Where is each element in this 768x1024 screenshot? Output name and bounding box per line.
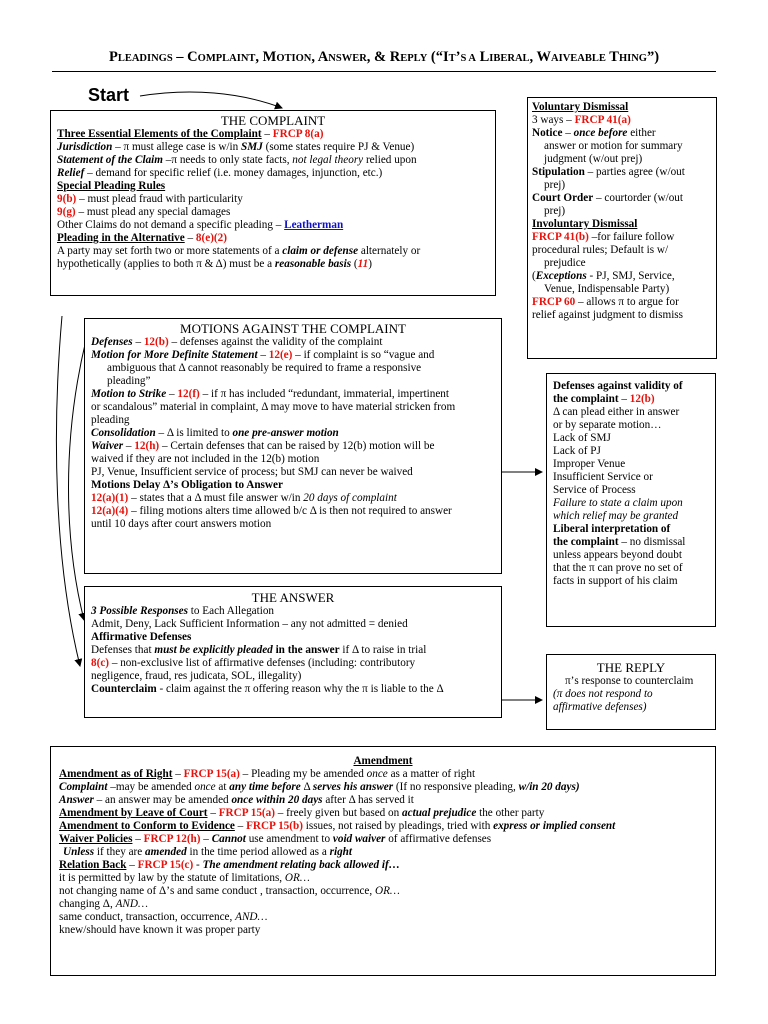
defenses-line: unless appears beyond doubt	[553, 549, 682, 561]
motions-line: waived if they are not included in the 12(b) motion	[91, 453, 320, 465]
answer-line: Counterclaim - claim against the π offering reason why the π is liable to the Δ	[91, 683, 444, 695]
defenses-line: that the π can prove no set of	[553, 562, 683, 574]
defenses-line: Lack of SMJ	[553, 432, 611, 444]
complaint-line: A party may set forth two or more statements of a claim or defense alternately or	[57, 245, 421, 257]
answer-line: Defenses that must be explicitly pleaded in the answer if Δ to raise in trial	[91, 644, 427, 656]
defenses-line: the complaint – 12(b)	[553, 393, 655, 405]
defenses-line: Δ can plead either in answer	[553, 406, 680, 418]
dismissal-line: FRCP 60 – allows π to argue for	[532, 296, 679, 308]
dismissal-line: prej)	[544, 179, 566, 191]
answer-line: Admit, Deny, Lack Sufficient Information – any not admitted = denied	[91, 618, 408, 630]
defenses-line: Lack of PJ	[553, 445, 601, 457]
defenses-box	[546, 373, 716, 627]
dismissal-line: procedural rules; Default is w/	[532, 244, 669, 256]
defenses-line: which relief may be granted	[553, 510, 679, 522]
motions-line: Motion to Strike – 12(f) – if π has included “redundant, immaterial, impertinent	[91, 388, 450, 400]
complaint-line: Relief – demand for specific relief (i.e. money damages, injunction, etc.)	[57, 167, 383, 179]
motions-line: Motion for More Definite Statement – 12(e) – if complaint is so “vague and	[91, 349, 435, 361]
motions-box	[84, 318, 502, 574]
start-label: Start	[88, 85, 130, 105]
complaint-line: Other Claims do not demand a specific pleading – Leatherman	[57, 219, 344, 231]
complaint-line: 9(g) – must plead any special damages	[57, 206, 231, 218]
amendment-line: Unless if they are amended in the time period allowed as a right	[63, 846, 352, 858]
complaint-line: 9(b) – must plead fraud with particularity	[57, 193, 243, 205]
amendment-box	[50, 746, 716, 976]
complaint-box	[50, 110, 496, 296]
complaint-line: hypothetically (applies to both π & Δ) must be a reasonable basis (11)	[57, 258, 372, 270]
leatherman-link[interactable]: Leatherman	[284, 219, 344, 231]
dismissal-line: judgment (w/out prej)	[544, 153, 643, 165]
amendment-heading: Amendment	[353, 755, 413, 767]
reply-line: π’s response to counterclaim	[565, 675, 694, 687]
dismissal-line: prejudice	[544, 257, 586, 269]
dismissal-line: relief against judgment to dismiss	[532, 309, 684, 321]
dismissal-line: Venue, Indispensable Party)	[544, 283, 670, 295]
amendment-line: Amendment by Leave of Court – FRCP 15(a) – freely given but based on actual prejudice the other party	[59, 807, 545, 819]
defenses-line: the complaint – no dismissal	[553, 536, 686, 548]
defenses-line: Insufficient Service or	[553, 471, 653, 483]
dismissal-line: Court Order – courtorder (w/out	[532, 192, 684, 204]
complaint-line: Jurisdiction – π must allege case is w/in SMJ (some states require PJ & Venue)	[57, 141, 415, 153]
motions-line: until 10 days after court answers motion	[91, 518, 272, 530]
amendment-line: Relation Back – FRCP 15(c) - The amendment relating back allowed if…	[59, 859, 400, 871]
answer-line: negligence, fraud, res judicata, SOL, illegality)	[91, 670, 302, 682]
defenses-line: Defenses against validity of	[553, 380, 683, 392]
motions-heading: MOTIONS AGAINST THE COMPLAINT	[180, 321, 406, 336]
complaint-line: Statement of the Claim –π needs to only state facts, not legal theory relied upon	[57, 154, 417, 166]
motions-line: pleading”	[107, 375, 151, 387]
start-arrow	[140, 92, 282, 108]
amendment-line: same conduct, transaction, occurrence, AND…	[59, 911, 268, 923]
dismissal-line: prej)	[544, 205, 566, 217]
amendment-line: knew/should have known it was proper party	[59, 924, 261, 936]
amendment-line: changing Δ, AND…	[59, 898, 148, 910]
defenses-line: Liberal interpretation of	[553, 523, 671, 535]
reply-line: affirmative defenses)	[553, 701, 647, 713]
amendment-line: Amendment to Conform to Evidence – FRCP 15(b) issues, not raised by pleadings, tried with express or implied consent	[59, 820, 616, 832]
amendment-line: not changing name of Δ’s and same conduct , transaction, occurrence, OR…	[59, 885, 400, 897]
motions-line: 12(a)(4) – filing motions alters time allowed b/c Δ is then not required to answer	[91, 505, 452, 517]
dismissal-line: Notice – once before either	[532, 127, 656, 139]
complaint-line: Pleading in the Alternative – 8(e)(2)	[57, 232, 227, 244]
motions-line: Motions Delay Δ’s Obligation to Answer	[91, 479, 283, 491]
defenses-line: Failure to state a claim upon	[553, 497, 683, 509]
title-text: PLEADINGS – COMPLAINT, MOTION, ANSWER, & REPLY (“IT’S A LIBERAL, WAIVEABLE THING”)	[108, 49, 660, 65]
defenses-line: Service of Process	[553, 484, 636, 496]
answer-line: 3 Possible Responses to Each Allegation	[91, 605, 275, 617]
defenses-line: or by separate motion…	[553, 419, 662, 431]
reply-box	[546, 654, 716, 730]
answer-line: 8(c) – non-exclusive list of affirmative defenses (including: contributory	[91, 657, 416, 669]
dismissal-line: Stipulation – parties agree (w/out	[532, 166, 685, 178]
defenses-line: Improper Venue	[553, 458, 626, 470]
dismissal-box	[527, 97, 717, 359]
answer-heading: THE ANSWER	[251, 590, 335, 605]
amendment-line: Answer – an answer may be amended once within 20 days after Δ has served it	[59, 794, 414, 806]
amendment-line: it is permitted by law by the statute of limitations, OR…	[59, 872, 310, 884]
amendment-line: Amendment as of Right – FRCP 15(a) – Pleading my be amended once as a matter of right	[59, 768, 476, 780]
complaint-line: Special Pleading Rules	[57, 180, 166, 192]
defenses-line: facts in support of his claim	[553, 575, 678, 587]
motions-line: Defenses – 12(b) – defenses against the validity of the complaint	[91, 336, 383, 348]
answer-box	[84, 586, 502, 718]
motions-line: pleading	[91, 414, 130, 426]
motions-line: 12(a)(1) – states that a Δ must file answer w/in 20 days of complaint	[91, 492, 397, 504]
dismissal-line: FRCP 41(b) –for failure follow	[532, 231, 675, 243]
motions-line: PJ, Venue, Insufficient service of process; but SMJ can never be waived	[91, 466, 413, 478]
amendment-line: Complaint –may be amended once at any time before Δ serves his answer (If no responsive pleading, w/in 20 days)	[59, 781, 580, 793]
reply-heading: THE REPLY	[596, 660, 666, 675]
complaint-heading: THE COMPLAINT	[220, 113, 326, 128]
dismissal-line: 3 ways – FRCP 41(a)	[532, 114, 631, 126]
motions-line: ambiguous that Δ cannot reasonably be required to frame a responsive	[107, 362, 422, 374]
complaint-line: Three Essential Elements of the Complaint – FRCP 8(a)	[57, 128, 324, 140]
dismissal-line: Voluntary Dismissal	[532, 101, 629, 113]
dismissal-line: (Exceptions - PJ, SMJ, Service,	[532, 270, 675, 282]
motions-line: Consolidation – Δ is limited to one pre-answer motion	[91, 427, 339, 439]
amendment-line: Waiver Policies – FRCP 12(h) – Cannot use amendment to void waiver of affirmative defenses	[59, 833, 492, 845]
motions-line: Waiver – 12(h) – Certain defenses that can be raised by 12(b) motion will be	[91, 440, 435, 452]
dismissal-line: Involuntary Dismissal	[532, 218, 638, 230]
answer-line: Affirmative Defenses	[91, 631, 192, 643]
reply-line: (π does not respond to	[553, 688, 653, 700]
motions-line: or scandalous” material in complaint, Δ may move to have material stricken from	[91, 401, 456, 413]
dismissal-line: answer or motion for summary	[544, 140, 683, 152]
